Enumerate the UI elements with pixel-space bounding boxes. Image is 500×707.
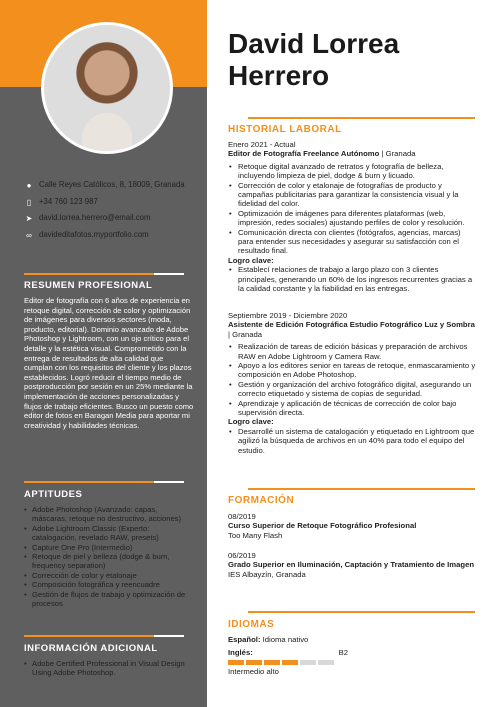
languages-title: IDIOMAS	[228, 619, 275, 630]
job-role: Editor de Fotografía Freelance Autónomo	[228, 149, 380, 159]
level-segment	[300, 660, 316, 665]
list-item: • Optimización de imágenes para diferentes plataformas (web, impresión, redes sociales) ajustando perfiles de color y resolución.	[228, 209, 476, 228]
language-label: Español:	[228, 635, 261, 644]
level-segment	[228, 660, 244, 665]
achievement-label: Logro clave:	[228, 417, 274, 427]
education-title: FORMACIÓN	[228, 495, 295, 506]
job-bullets	[228, 162, 476, 256]
education-divider	[228, 488, 475, 490]
list-item: • Adobe Certified Professional in Visual Design Using Adobe Photoshop.	[24, 659, 194, 678]
list-item: • Retoque digital avanzado de retratos y fotografía de belleza, incluyendo limpieza de piel, dodge & burn y licuado.	[228, 162, 476, 181]
list-item: • Gestión y organización del archivo fotográfico digital, asegurando un correcto etiquetado y sistema de copias de seguridad.	[228, 380, 476, 399]
education-item-2	[228, 551, 476, 579]
summary-text: Editor de fotografía con 6 años de experiencia en retoque digital, corrección de color y optimización de imágenes para diversos sectores (moda, producto, editorial). Dominio avanzado de Adobe Photoshop y Lightroom, con un ojo crítico para el detalle y la estética visual. Comprometido con la entrega de resultados de alta calidad que cumplan con los requisitos del cliente y los plazos establecidos. Logró reducir el tiempo medio de postproducción por sesión en un 25% mediante la implementación de acciones personalizadas y flujos de trabajo eficientes. Busco un puesto como editor de fotos en Baragan Media para aportar mi creatividad y habilidades técnicas.	[24, 296, 194, 430]
language-code: B2	[338, 648, 348, 657]
list-item: • Corrección de color y etalonaje	[24, 571, 194, 580]
achievement-list	[228, 427, 476, 455]
contact-web	[24, 230, 194, 241]
education-date: 08/2019	[228, 512, 256, 521]
job-1	[228, 140, 476, 294]
extra-divider	[24, 635, 184, 637]
send-icon: ➤	[25, 214, 33, 223]
web-text[interactable]: davideditafotos.myportfolio.com	[39, 229, 149, 239]
work-title: HISTORIAL LABORAL	[228, 124, 342, 135]
address-text: Calle Reyes Católicos, 8, 18009, Granada	[39, 180, 185, 189]
email-text[interactable]: david.lorrea.herrero@email.com	[39, 213, 151, 222]
language-english-level: Intermedio alto	[228, 667, 279, 676]
job-role: Asistente de Edición Fotográfica Estudio Fotográfico Luz y Sombra	[228, 320, 475, 330]
link-icon: ∞	[26, 230, 32, 240]
profile-photo	[41, 22, 173, 154]
skills-title: APTITUDES	[24, 489, 83, 500]
list-item: • Gestión de flujos de trabajo y optimización de procesos	[24, 590, 194, 609]
list-item: • Realización de tareas de edición básicas y preparación de archivos RAW en Adobe Lightroom y Camera Raw.	[228, 342, 476, 361]
list-item: • Desarrollé un sistema de catalogación y etiquetado en Lightroom que agilizó la búsqueda de archivos en un 40% para todo el equipo del estudio.	[228, 427, 476, 455]
contact-email	[24, 213, 194, 224]
education-degree: Curso Superior de Retoque Fotográfico Profesional	[228, 521, 417, 531]
work-divider	[228, 117, 475, 119]
level-segment	[282, 660, 298, 665]
education-school: IES Albayzín, Granada	[228, 569, 306, 579]
list-item: • Corrección de color y etalonaje de fotografías de producto y campañas publicitarias para garantizar la consistencia visual y la fidelidad del color.	[228, 181, 476, 209]
skills-list	[24, 505, 194, 608]
job-bullets	[228, 342, 476, 417]
education-school: Too Many Flash	[228, 530, 283, 540]
level-segment	[264, 660, 280, 665]
list-item: • Apoyo a los editores senior en tareas de retoque, enmascaramiento y composición en Adobe Photoshop.	[228, 361, 476, 380]
education-degree: Grado Superior en Iluminación, Captación y Tratamiento de Imagen	[228, 560, 475, 570]
level-segment	[318, 660, 334, 665]
list-item: • Establecí relaciones de trabajo a largo plazo con 3 clientes principales, generando un 60% de los ingresos recurrentes gracias a la calidad constante y la fiabilidad en las entregas.	[228, 265, 476, 293]
language-english	[228, 648, 348, 657]
job-dates: Enero 2021 - Actual	[228, 140, 296, 149]
list-item: • Aprendizaje y aplicación de técnicas de corrección de color bajo supervisión directa.	[228, 399, 476, 418]
language-spanish	[228, 635, 476, 644]
list-item: • Comunicación directa con clientes (fotógrafos, agencias, marcas) para entender sus necesidades y asegurar su satisfacción con el resultado final.	[228, 228, 476, 256]
location-pin-icon: ●	[26, 181, 32, 190]
language-label: Inglés:	[228, 648, 253, 657]
contact-phone	[24, 197, 194, 208]
contact-info	[24, 180, 194, 246]
job-place: | Granada	[228, 329, 263, 339]
job-2	[228, 311, 476, 455]
extra-title: INFORMACIÓN ADICIONAL	[24, 643, 158, 654]
summary-divider	[24, 273, 184, 275]
language-level: Idioma nativo	[260, 635, 309, 644]
languages-divider	[228, 611, 475, 613]
education-item-1	[228, 512, 476, 540]
extra-list	[24, 659, 194, 678]
summary-title: RESUMEN PROFESIONAL	[24, 280, 153, 291]
phone-icon: ▯	[26, 197, 32, 207]
level-segment	[246, 660, 262, 665]
list-item: • Adobe Photoshop (Avanzado: capas, máscaras, retoque no destructivo, acciones)	[24, 505, 194, 524]
skills-divider	[24, 481, 184, 483]
achievement-label: Logro clave:	[228, 255, 274, 265]
list-item: • Retoque de piel y belleza (dodge & burn, frequency separation)	[24, 552, 194, 571]
language-level-bar	[228, 660, 334, 665]
education-date: 06/2019	[228, 551, 256, 560]
list-item: • Capture One Pro (Intermedio)	[24, 543, 194, 552]
achievement-list	[228, 265, 476, 293]
list-item: • Adobe Lightroom Classic (Experto: catalogación, revelado RAW, presets)	[24, 524, 194, 543]
list-item: • Composición fotográfica y reencuadre	[24, 580, 194, 589]
job-place: | Granada	[379, 149, 416, 159]
phone-text: +34 760 123 987	[39, 196, 98, 206]
candidate-name: David Lorrea Herrero	[228, 28, 400, 91]
contact-address	[24, 180, 194, 191]
job-dates: Septiembre 2019 - Diciembre 2020	[228, 311, 348, 320]
